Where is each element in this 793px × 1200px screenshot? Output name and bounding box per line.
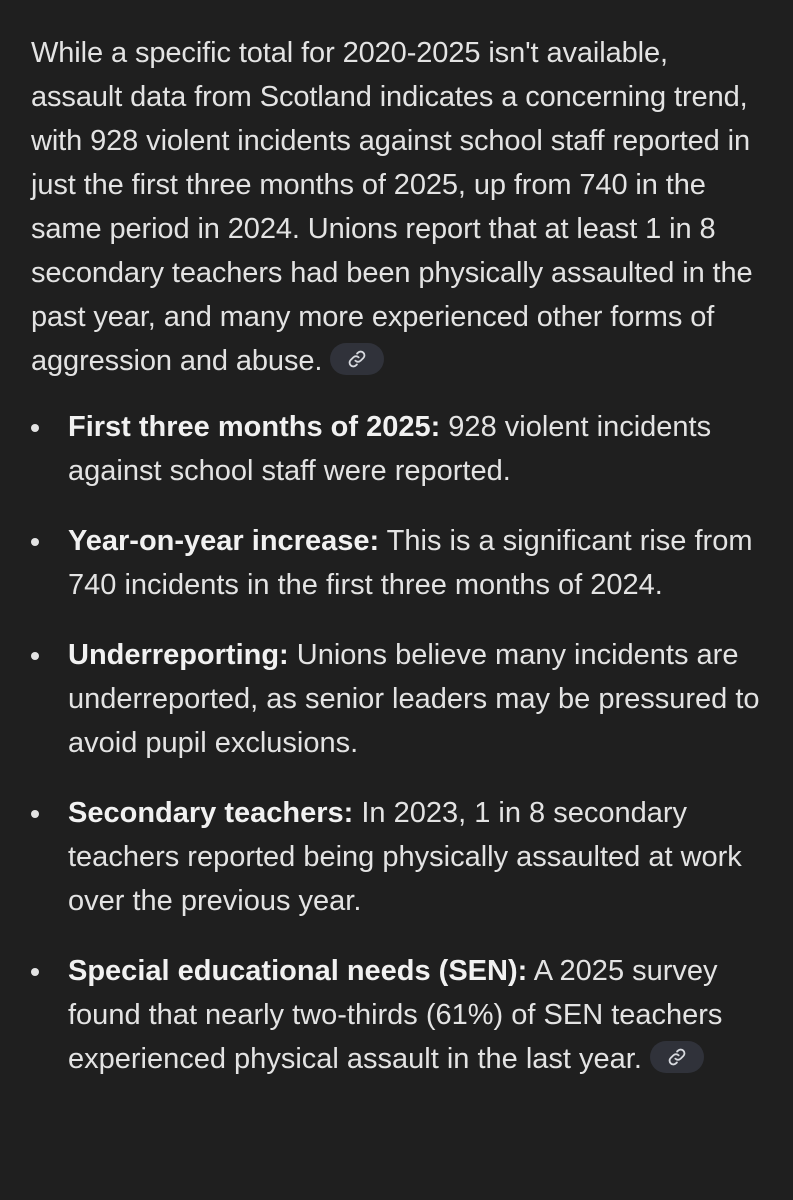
list-item: [31, 791, 763, 923]
list-item: [31, 405, 763, 493]
bullet-heading: Year-on-year increase:: [68, 525, 380, 557]
bullet-text: Unions believe many incidents are underreported, as senior leaders may be pressured to avoid pupil exclusions.: [68, 639, 760, 759]
list-item: [31, 949, 763, 1081]
list-item: [31, 519, 763, 607]
bullet-dot: [31, 538, 39, 546]
intro-paragraph: [31, 31, 763, 383]
bullet-text: 928 violent incidents against school staff were reported.: [68, 411, 712, 487]
source-citation-button[interactable]: [650, 1041, 704, 1073]
list-item: [31, 633, 763, 765]
bullet-dot: [31, 652, 39, 660]
bullet-dot: [31, 968, 39, 976]
bullet-list: [31, 405, 763, 1081]
bullet-dot: [31, 810, 39, 818]
link-icon: [347, 349, 367, 369]
link-icon: [667, 1047, 687, 1067]
intro-text: While a specific total for 2020-2025 isn't available, assault data from Scotland indicates a concerning trend, with 928 violent incidents against school staff reported in just the first three months of 2025, up from 740 in the same period in 2024. Unions report that at least 1 in 8 secondary teachers had been physically assaulted in the past year, and many more experienced other forms of aggression and abuse.: [31, 37, 753, 377]
bullet-heading: Secondary teachers:: [68, 797, 354, 829]
bullet-text: In 2023, 1 in 8 secondary teachers reported being physically assaulted at work over the previous year.: [68, 797, 742, 917]
bullet-heading: First three months of 2025:: [68, 411, 441, 443]
bullet-text: This is a significant rise from 740 incidents in the first three months of 2024.: [68, 525, 753, 601]
source-citation-button[interactable]: [330, 343, 384, 375]
bullet-heading: Underreporting:: [68, 639, 289, 671]
bullet-text: A 2025 survey found that nearly two-thirds (61%) of SEN teachers experienced physical assault in the last year.: [68, 955, 723, 1075]
bullet-dot: [31, 424, 39, 432]
bullet-heading: Special educational needs (SEN):: [68, 955, 528, 987]
